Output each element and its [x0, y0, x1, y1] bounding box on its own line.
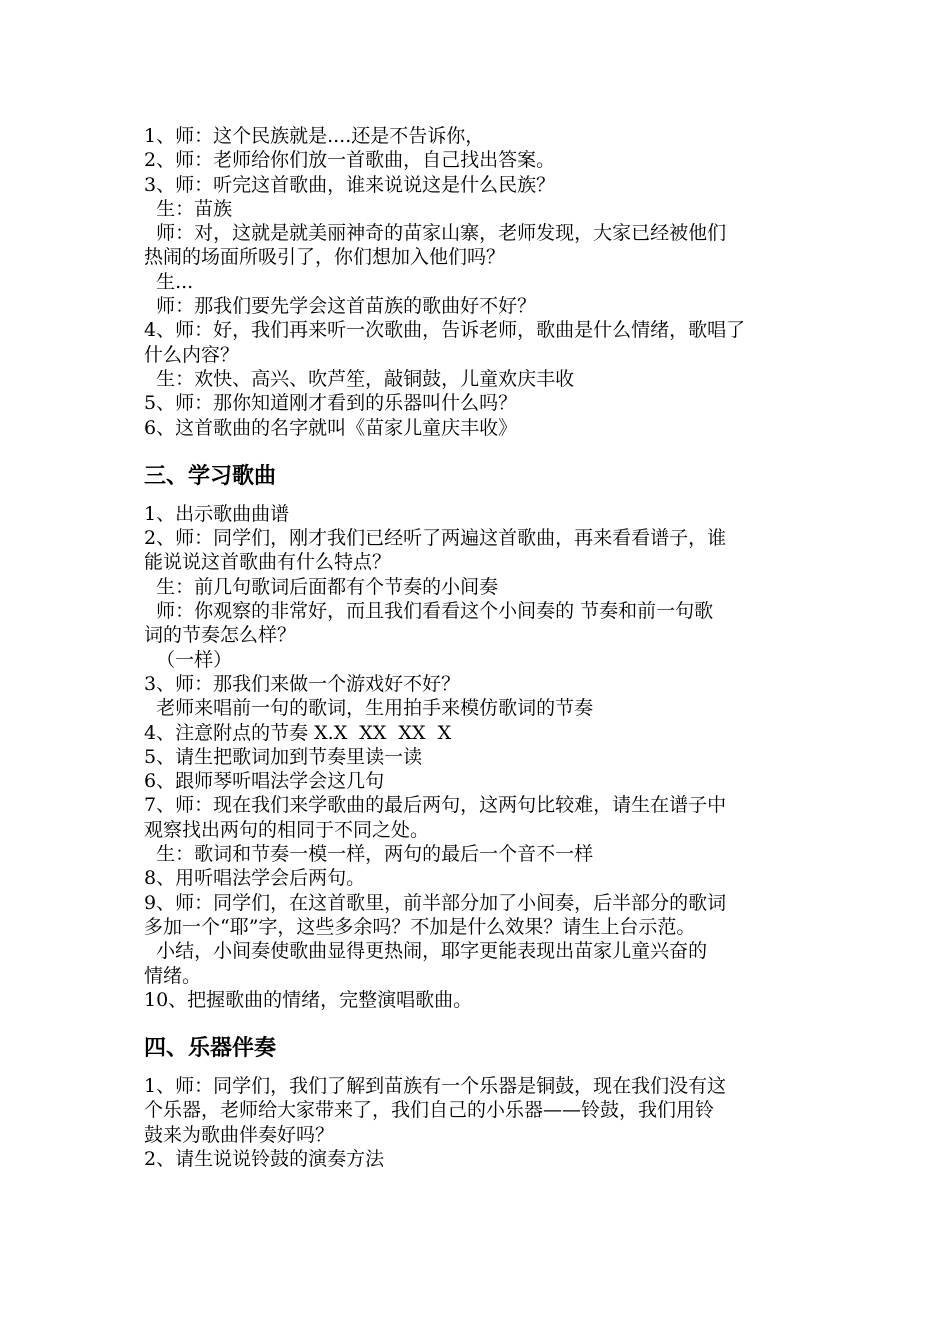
paragraph-line: 6、这首歌曲的名字就叫《苗家儿童庆丰收》	[144, 416, 518, 439]
paragraph-line: 3、师：那我们来做一个游戏好不好？	[144, 672, 461, 695]
section-dialogue	[144, 124, 812, 440]
document-page	[144, 124, 812, 1171]
section-learn-song	[144, 502, 812, 1012]
paragraph-line: 多加一个“耶”字，这些多余吗？不加是什么效果？请生上台示范。	[144, 915, 696, 938]
paragraph-line: 老师来唱前一句的歌词，生用拍手来模仿歌词的节奏	[144, 697, 594, 720]
paragraph-line: 生：欢快、高兴、吹芦笙，敲铜鼓，儿童欢庆丰收	[144, 367, 575, 390]
paragraph-line: 2、请生说说铃鼓的演奏方法	[144, 1147, 385, 1170]
paragraph-line: 5、请生把歌词加到节奏里读一读	[144, 745, 423, 768]
paragraph-line: 能说说这首歌曲有什么特点？	[144, 551, 392, 574]
paragraph-line: 6、跟师琴听唱法学会这几句	[144, 770, 385, 793]
spacer	[144, 440, 812, 462]
paragraph-line: 4、注意附点的节奏 X.X XX XX X	[144, 721, 452, 744]
paragraph-line: 师：那我们要先学会这首苗族的歌曲好不好？	[144, 295, 537, 318]
paragraph-line: 4、师：好，我们再来听一次歌曲，告诉老师，歌曲是什么情绪，歌唱了	[144, 319, 746, 342]
paragraph-line: 3、师：听完这首歌曲，谁来说说这是什么民族？	[144, 173, 556, 196]
paragraph-line: 生：苗族	[144, 197, 233, 220]
paragraph-line: 7、师：现在我们来学歌曲的最后两句，这两句比较难，请生在谱子中	[144, 794, 727, 817]
paragraph-line: 师：你观察的非常好，而且我们看看这个小间奏的 节奏和前一句歌	[144, 600, 714, 623]
paragraph-line: 小结，小间奏使歌曲显得更热闹，耶字更能表现出苗家儿童兴奋的	[144, 940, 708, 963]
paragraph-line: 生：前几句歌词后面都有个节奏的小间奏	[144, 575, 499, 598]
paragraph-line: 情绪。	[144, 964, 202, 987]
paragraph-line: 1、师：这个民族就是....还是不告诉你，	[144, 125, 485, 147]
paragraph-line: 2、师：老师给你们放一首歌曲，自己找出答案。	[144, 149, 556, 172]
paragraph-line: 师：对，这就是就美丽神奇的苗家山寨，老师发现，大家已经被他们	[144, 222, 727, 245]
paragraph-line: 10、把握歌曲的情绪，完整演唱歌曲。	[144, 988, 473, 1011]
paragraph-line: 5、师：那你知道刚才看到的乐器叫什么吗？	[144, 392, 518, 415]
paragraph-line: 观察找出两句的相同于不同之处。	[144, 818, 430, 841]
spacer	[144, 490, 812, 502]
paragraph-line: 鼓来为歌曲伴奏好吗？	[144, 1123, 335, 1146]
paragraph-line: 生...	[144, 270, 194, 293]
paragraph-line: 热闹的场面所吸引了，你们想加入他们吗？	[144, 246, 506, 269]
paragraph-line: 8、用听唱法学会后两句。	[144, 867, 366, 890]
paragraph-line: 2、师：同学们，刚才我们已经听了两遍这首歌曲，再来看看谱子，谁	[144, 527, 727, 550]
spacer	[144, 1012, 812, 1034]
paragraph-line: 生：歌词和节奏一模一样，两句的最后一个音不一样	[144, 843, 594, 866]
paragraph-line: 1、师：同学们，我们了解到苗族有一个乐器是铜鼓，现在我们没有这	[144, 1075, 727, 1098]
paragraph-line: 什么内容？	[144, 343, 240, 366]
section-heading-instrument: 四、乐器伴奏	[144, 1035, 277, 1062]
paragraph-line: 1、出示歌曲曲谱	[144, 502, 290, 525]
section-heading-learn-song: 三、学习歌曲	[144, 462, 277, 489]
paragraph-line: （一样）	[144, 648, 233, 671]
paragraph-line: 词的节奏怎么样？	[144, 624, 297, 647]
paragraph-line: 个乐器，老师给大家带来了，我们自己的小乐器——铃鼓，我们用铃	[144, 1099, 715, 1122]
spacer	[144, 1062, 812, 1074]
section-instrument	[144, 1074, 812, 1171]
paragraph-line: 9、师：同学们，在这首歌里，前半部分加了小间奏，后半部分的歌词	[144, 891, 727, 914]
